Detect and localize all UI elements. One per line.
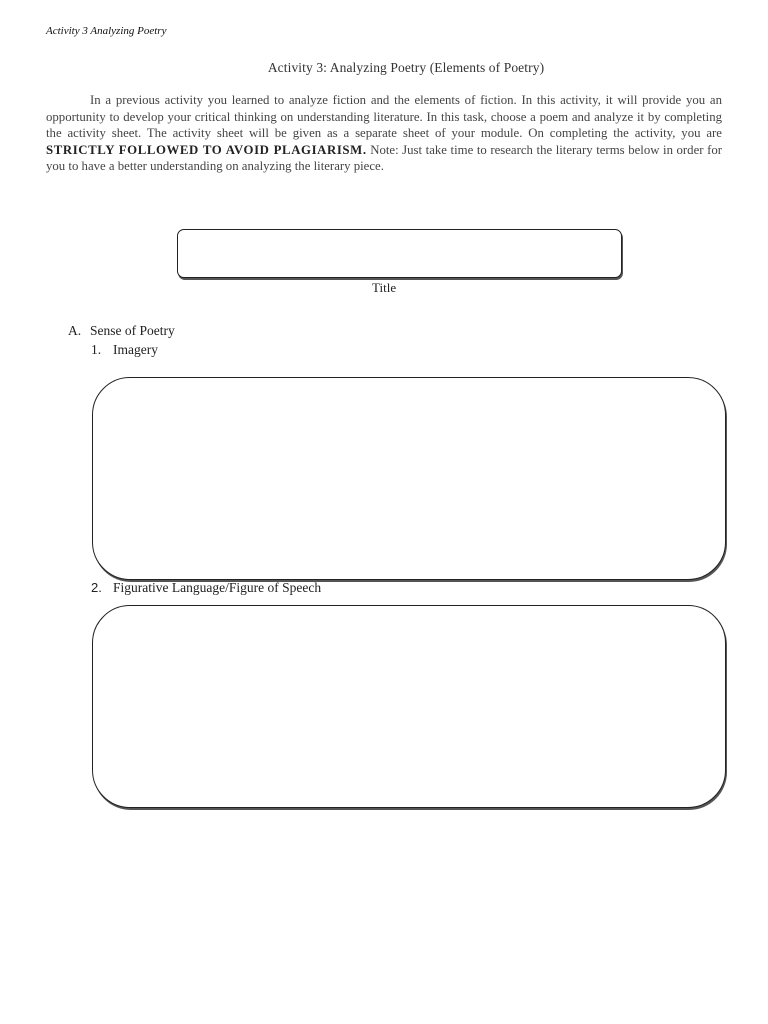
item-imagery	[91, 342, 158, 358]
figurative-language-answer-box[interactable]	[92, 605, 726, 808]
running-header: Activity 3 Analyzing Poetry	[46, 25, 167, 37]
intro-text-part1: In a previous activity you learned to analyze fiction and the elements of fiction. In this activity, it will provide you an opportunity to develop your critical thinking on understanding literature. In this task, choose a poem and analyze it by completing the activity sheet. The activity sheet will be given as a separate sheet of your module. On completing the activity, you are	[46, 93, 722, 141]
section-marker: A.	[68, 323, 82, 338]
intro-emphasis: STRICTLY FOLLOWED TO AVOID PLAGIARISM.	[46, 142, 367, 157]
item-label: Figurative Language/Figure of Speech	[113, 580, 322, 595]
title-caption: Title	[372, 280, 397, 295]
item-marker: 2.	[91, 580, 102, 595]
intro-text-part2: Note: Just take time to research the literary terms below in order for you to have a better understanding on analyzing the literary piece.	[46, 142, 723, 174]
document-title: Activity 3: Analyzing Poetry (Elements of Poetry)	[267, 60, 545, 75]
section-label: Sense of Poetry	[90, 323, 175, 338]
item-label: Imagery	[113, 342, 158, 357]
section-sense-of-poetry	[68, 323, 175, 339]
item-marker: 1.	[91, 342, 102, 357]
imagery-answer-box[interactable]	[92, 377, 726, 580]
title-input-box[interactable]	[177, 229, 622, 278]
item-figurative-language	[91, 580, 321, 596]
intro-paragraph	[46, 92, 722, 175]
